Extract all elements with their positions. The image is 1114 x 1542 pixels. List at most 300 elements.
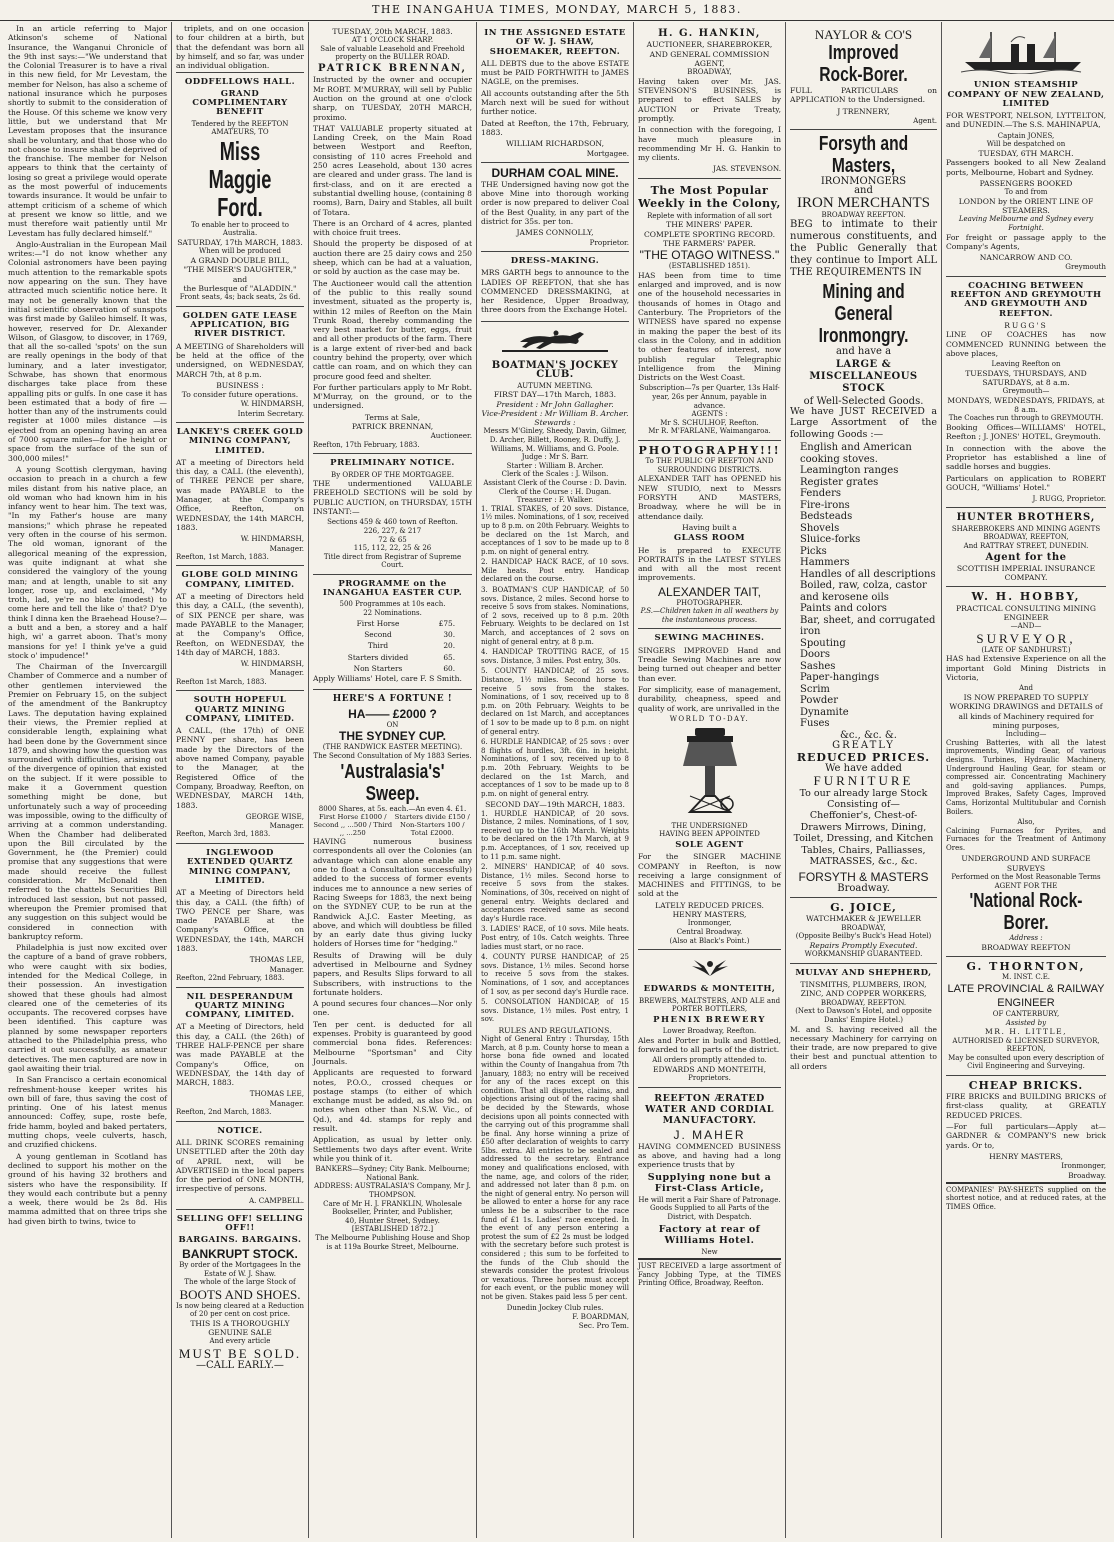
column-7: [942, 22, 1110, 1538]
ad-text: ON: [386, 720, 399, 729]
column-6: [786, 22, 942, 1538]
article-paragraph: In San Francisco a certain economical refreshment-house keeper writes his own bill of fare, thus saving the cost of printing. One of his latest menus announced: Coffey, supe, roste befe, fride hamm, boyled and baked pertaters, mutting chops, veele culverts, hasch, and cruzified chickens.: [8, 1075, 167, 1150]
ad-text: Sale of valuable Leasehold and Freehold property on the BULLER ROAD.: [320, 44, 465, 62]
table-cell: Second: [364, 629, 392, 639]
ad-naylor-rock-borer: [790, 24, 937, 130]
ad-signature: J. RUGG, Proprietor.: [1032, 494, 1106, 504]
ad-text: Messrs M'Ginley, Sheedy, Davin, Gilmer, D. Archer, Billett, Rooney, R. Duffy, J. Williams, M. Williams, and G. Poole.: [483, 427, 627, 453]
ad-aerated-water: [638, 1088, 781, 1294]
ad-text: To and from: [1004, 188, 1048, 197]
ad-heading: SELLING OFF! SELLING OFF!!: [176, 1214, 304, 1234]
ad-text: [ESTABLISHED 1872.]: [351, 1225, 434, 1234]
ad-text: Including—: [1005, 730, 1047, 739]
ad-text: of Well-Selected Goods.: [803, 395, 924, 407]
article-paragraph: triplets, and on one occasion to four children at a birth, but that the defendant was born all by himself, and so far, was under an individual obligation.: [176, 24, 304, 71]
ad-signature: NANCARROW AND CO.: [979, 253, 1073, 263]
ad-body: AT a Meeting of Directors, held this day, a CALL (the 26th) of THREE HALF-PENCE per share was made PAYABLE at the Company's Office, on WEDNESDAY, the 14th day of MARCH, 1883.: [176, 1022, 304, 1088]
ad-sewing-machines: [638, 629, 781, 950]
ad-text: IRONMONGERS: [820, 176, 907, 188]
table-cell: 60.: [443, 663, 456, 673]
ad-text: Replete with information of all sort: [647, 211, 772, 220]
ad-body: Ales and Porter in bulk and Bottled, forwarded to all parts of the district.: [638, 1035, 781, 1055]
ad-text: WORLD TO-DAY.: [669, 714, 750, 723]
ad-text: BROADWAY REEFTON: [981, 942, 1071, 952]
ad-durham-coal: [481, 163, 629, 252]
ad-text: Subscription—7s per Quarter, 13s Half-year, 26s per Annum, payable in advance.: [639, 384, 780, 410]
ad-title: BOOTS AND SHOES.: [179, 1286, 301, 1302]
race-item: 4. COUNTY PURSE HANDICAP, of 25 sovs. Distance, 1½ miles. Second horse to receive 5 sovs from the stakes. Nominations, of 1 sov, and acceptances of 1 sov, as per second day's Hurdle race.: [481, 953, 629, 996]
ad-heading: SOUTH HOPEFUL QUARTZ MINING COMPANY, LIMITED.: [185, 695, 295, 724]
ad-text: And RATTRAY STREET, DUNEDIN.: [963, 541, 1089, 550]
ad-text: WATCHMAKER & JEWELLER: [805, 914, 922, 924]
column-4: [477, 22, 634, 1538]
ad-text: The Melbourne Publishing House and Shop is at 119a Bourke Street, Melbourne.: [315, 1233, 470, 1251]
ad-body: Application, as usual by letter only. Settlements two days after event. Write while you think of it.: [313, 1135, 472, 1163]
list-item: Fire-irons: [800, 499, 850, 511]
ad-signature: A. CAMPBELL.: [248, 1195, 304, 1205]
ad-title: LARGE & MISCELLANEOUS STOCK: [809, 358, 918, 394]
ad-date: SATURDAY, 17th MARCH, 1883.: [177, 238, 303, 248]
ad-text: BUSINESS :: [216, 380, 264, 390]
table-cell: Starters divided: [347, 652, 409, 662]
ad-text: Ironmonger,: [687, 919, 732, 928]
ad-heading: PRELIMINARY NOTICE.: [330, 458, 455, 469]
ad-signature: THOMAS LEE,: [249, 955, 304, 965]
ad-body: Apply Williams' Hotel, care F. S Smith.: [313, 674, 462, 684]
ad-text: Agent for the: [985, 551, 1067, 563]
divider: [638, 1258, 781, 1260]
ad-text: (Opposite Beilby's Buck's Head Hotel): [795, 932, 932, 941]
ad-shaw-estate: [481, 24, 629, 163]
ad-role: Manager.: [269, 821, 304, 831]
ad-title: Miss Maggie Ford.: [208, 135, 272, 222]
ad-text: To THE PUBLIC OF REEFTON AND SURROUNDING DISTRICTS.: [645, 457, 774, 474]
ad-south-hopeful: [176, 691, 304, 844]
table-cell: 65.: [443, 652, 456, 662]
ad-text: 226, 227, & 217: [363, 526, 422, 535]
ad-title: 'National Rock-Borer.: [969, 890, 1083, 935]
ad-role: Broadway.: [1068, 1170, 1106, 1180]
ad-text: PRACTICAL CONSULTING MINING ENGINEER: [956, 603, 1096, 622]
ad-sydney-cup-sweep: [313, 690, 472, 1255]
ad-role: Proprietor.: [589, 237, 629, 247]
ad-globe: [176, 566, 304, 691]
ad-text: TUESDAYS, THURSDAYS, AND SATURDAYS, at 8 a.m.: [965, 368, 1087, 387]
ad-text: New: [701, 1247, 718, 1256]
ad-thornton: [946, 957, 1106, 1076]
ad-text: He will merit a Fair Share of Patronage.: [638, 1195, 781, 1204]
list-item: Register grates: [800, 476, 879, 488]
ad-body: A MEETING of Shareholders will be held at the office of the undersigned, on WEDNESDAY, MARCH 7th, at 8 p.m.: [176, 341, 304, 379]
ad-text: LATELY REDUCED PRICES.: [655, 900, 764, 910]
list-item: Paints and colors: [800, 603, 887, 615]
ad-signature: W. HINDMARSH,: [240, 399, 304, 409]
ad-text: RULES AND REGULATIONS.: [498, 1025, 612, 1035]
ad-heading: PHOTOGRAPHY!!!: [638, 443, 781, 457]
table-row: [329, 663, 456, 674]
list-item: Fuses: [800, 718, 830, 730]
list-item: Sluice-forks: [800, 534, 861, 546]
ad-inglewood: [176, 844, 304, 987]
ad-text: May be consulted upon every description of Civil Engineering and Surveying.: [948, 1053, 1104, 1071]
ad-body: Instructed by the owner and occupier Mr ROBT. M'MURRAY, will sell by Public Auction on the ground at one o'clock sharp, on TUESDAY, 20TH MARCH, proximo.: [313, 75, 472, 122]
ad-body: Night of General Entry : Thursday, 15th March, at 8 p.m. County horse to mean a horse bona fide owned and located within the County of Inangahua from 7th January, 1883; no entry will be received for any of the races except on this condition. That all disputes, claims, and objections arising out of the racing shall be decided by the Stewards, whose decisions upon all points connected with the carrying out of this programme shall be final. Any horse winning a prize of £50 after declaration of weights to carry 5lbs. extra. All entries to be sealed and addressed to the secretary. Entrance money and qualifications enclosed, with the name, age, and colors of the rider, and addressed not later than 8 p.m. on the night of general entry. No person will be allowed to enter a horse for any race unless he be a subscriber to the race fund of £1 1s. Ladies' race excepted. In the event of any person entering a protest the sum of £2 2s must be lodged with the secretary before such protest is considered ; this sum to be forfeited to the funds of the Club should the stewards consider the protest frivolous or vexatious. Three horses must accept for each event, or the public money will not be given. Stakes paid less 5 per cent.: [481, 1035, 629, 1301]
ad-role: Agent.: [913, 115, 937, 125]
ad-body: AT a meeting of Directors held this day, a CALL, (the seventh), of SIX PENCE per share, was made PAYABLE to the Manager, at the Company's Office, Reefton, on WEDNESDAY, the 14th day of MARCH, 1883.: [176, 592, 304, 657]
ad-heading: GOLDEN GATE LEASE APPLICATION, BIG RIVER DISTRICT.: [182, 310, 298, 340]
ad-body: LINE OF COACHES has now COMMENCED RUNNING between the above places,: [946, 330, 1106, 358]
ad-body: For further particulars apply to Mr Robt. M'Murray, on the ground, or to the undersigned.: [313, 382, 472, 411]
article-paragraph: A young Scottish clergyman, having occasion to preach in a church a few miles distant from his native place, an old woman who had known him in his infancy went to hear him. The text was, "In my Father's house are many mansions;" which phrase he repeated very often in the course of his sermon. The old woman, ignorant of the allegorical meaning of the expression, was quite indignant at what she considered the vainglory of the young man; and at length, unable to sit any longer, rose up, and exclaimed, "My troth, lad, ye're no blate (modest) to come here and tell the like o' that? D'ye think I dinna ken the Braehead House?—a butt and a ben, a storey and a half high, wi' a garret aboon. That's mony mansions for ye! I think ye've a guid stock o' impudence!": [8, 464, 167, 660]
ad-text: GENUINE SALE: [208, 1328, 272, 1338]
ad-body: Dated at Reefton, the 17th, February, 1883.: [481, 118, 629, 137]
ad-title: ALEXANDER TAIT,: [658, 584, 761, 599]
ad-heading: DRESS-MAKING.: [510, 255, 600, 266]
ad-body: HAS had Extensive Experience on all the important Gold Mining Districts in Victoria,: [946, 654, 1106, 683]
ad-heading: NAYLOR & CO'S: [814, 27, 913, 42]
column-1: [4, 22, 172, 1538]
ad-text: BROADWAY,: [687, 68, 732, 77]
ad-heading: REEFTON ÆRATED WATER AND CORDIAL MANUFACTORY.: [645, 1092, 774, 1126]
ad-text: 22 Nominations.: [363, 609, 422, 618]
ad-signature: HENRY MASTERS,: [672, 910, 747, 920]
ad-text: When will be produced: [199, 247, 281, 256]
ad-text: Assisted by: [1005, 1018, 1047, 1027]
ad-signature: F. BOARDMAN,: [572, 1312, 629, 1322]
ad-text: (ESTABLISHED 1851).: [668, 262, 751, 271]
ad-body: Passengers booked to all New Zealand ports, Melbourne, Hobart and Sydney.: [946, 158, 1106, 177]
article-paragraph: Philadelphia is just now excited over the capture of a band of grave robbers, who were caught with six bodies, intended for the Medical College, in their possession. An investigation showed that these ghouls had almost cleared one of the cemeteries of its occupants. The recovered corpses have been identified. This capture was planned by some newspaper reporters attached to the Philadelphia press, who carried it out successfully, as amateur detectives. The men captured are now in gaol awaiting their trial.: [8, 943, 167, 1073]
ad-body: THAT VALUABLE property situated at Landing Creek, on the Main Road between Westport and Reefton, consisting of 110 acres Freehold and 250 acres Leasehold, about 130 acres are cleared and under grass. The land is first-class, and on it are erected a substantial dwelling house, (containing 8 rooms), Barn, Dairy and Stables, all built of Totara.: [313, 123, 472, 217]
ad-text: HAVING BEEN APPOINTED: [659, 830, 760, 839]
ad-title: J. MAHER: [673, 1127, 746, 1142]
list-item: Hammers: [800, 557, 850, 569]
ad-text: TINSMITHS, PLUMBERS, IRON, ZINC, AND COPPER WORKERS,: [800, 980, 927, 999]
ad-notice: [176, 1122, 304, 1210]
masthead: THE INANGAHUA TIMES, MONDAY, MARCH 5, 1883.: [0, 0, 1114, 21]
ad-text: ADDRESS: AUSTRALASIA'S Company, Mr J. THOMPSON.: [314, 1182, 471, 1199]
ad-text: Will be despatched on: [986, 140, 1066, 149]
ad-text: Starter : William B. Archer.: [506, 461, 604, 470]
ad-heading: CHEAP BRICKS.: [968, 1078, 1084, 1092]
ad-body: BEG to intimate to their numerous constituents, and the Public Generally that they continue to Import ALL THE REQUIREMENTS IN: [790, 219, 937, 279]
list-item: Sashes: [800, 660, 836, 672]
ad-body: M. and S. having received all the necessary Machinery for carrying on their trade, are now prepared to give their best and punctual attention to all orders: [790, 1024, 937, 1071]
ad-text: Title direct from Registrar of Supreme Court.: [323, 552, 462, 570]
ad-text: THIS IS A THOROUGHLY: [190, 1318, 290, 1328]
ad-text: Greymouth—: [1002, 387, 1050, 396]
ad-date: Reefton, March 3rd, 1883.: [176, 830, 271, 839]
ad-body: COMPANIES' PAY-SHEETS supplied on the shortest notice, and at reduced rates, at the TIMES Office.: [946, 1185, 1106, 1212]
ad-text: Having built a: [682, 522, 737, 532]
ad-bankrupt-stock: [176, 1210, 304, 1374]
ad-text: The Second Consultation of My 1883 Series.: [313, 751, 472, 760]
ad-title: RUGG'S: [1004, 320, 1048, 330]
ad-text: The Coaches run through to GREYMOUTH.: [948, 414, 1104, 423]
ad-text: And: [1018, 684, 1034, 693]
ad-text: UNDERGROUND AND SURFACE SURVEYS: [961, 854, 1091, 873]
sewing-machine-icon: [675, 726, 745, 816]
ad-heading: H. G. HANKIN,: [658, 28, 761, 39]
ad-prices: Front seats, 4s; back seats, 2s 6d.: [179, 293, 301, 302]
list-item: Spouting: [800, 637, 846, 649]
prize-left: First Horse £1000 / Second ,, ...500 / Third ,, ...250: [313, 813, 393, 838]
race-item: 2. HANDICAP HACK RACE, of 10 sovs. Mile heats. Post entry. Handicap declared on the course.: [481, 558, 629, 584]
ad-title: PATRICK BRENNAN,: [318, 63, 467, 75]
race-item: 4. HANDICAP TROTTING RACE, of 15 sovs. Distance, 3 miles. Post entry, 30s.: [481, 648, 629, 665]
ad-text: Central Broadway.: [676, 927, 743, 936]
ad-text: Vice-President : Mr William B. Archer.: [481, 408, 629, 418]
ad-text: —CALL EARLY.—: [196, 1360, 284, 1372]
race-item: 5. CONSOLATION HANDICAP, of 15 sovs. Distance, 1½ miles. Post entry, 1 sov.: [481, 998, 629, 1024]
ad-text: the Burlesque of "ALADDIN.": [183, 283, 297, 293]
ad-text: To enable her to proceed to Australia.: [191, 220, 289, 238]
ad-text: Mr R. M'FARLANE, Waimangaroa.: [648, 427, 771, 436]
prize-row: [313, 813, 472, 837]
ad-text: 72 & 65: [378, 535, 407, 544]
ad-signature: JAMES CONNOLLY,: [516, 228, 594, 238]
ad-signature: THOMAS LEE,: [249, 1089, 304, 1099]
ad-title: "THE OTAGO WITNESS.": [639, 248, 780, 263]
ad-heading: LANKEY'S CREEK GOLD MINING COMPANY, LIMITED.: [176, 426, 304, 456]
ad-heading: COACHING BETWEEN REEFTON AND GREYMOUTH AND GREYMOUTH AND REEFTON.: [950, 280, 1102, 319]
table-row: [329, 640, 456, 651]
ad-text: Mr S. SCHULHOF, Reefton.: [660, 418, 759, 427]
ad-text: Leaving Melbourne and Sydney every Fortnight.: [958, 215, 1094, 232]
ad-signature: GEORGE WISE,: [245, 811, 304, 821]
column-3: [309, 22, 477, 1538]
ad-body: He is prepared to EXECUTE PORTRAITS in the LATEST STYLES and with all the most recent improvements.: [638, 545, 781, 583]
ad-body: HAVING COMMENCED BUSINESS as above, and having had a long experience trusts that by: [638, 1141, 781, 1170]
ad-text: and: [854, 185, 873, 197]
table-row: [329, 618, 456, 629]
ad-signature: WILLIAM RICHARDSON,: [505, 139, 604, 149]
ad-signature: EDWARDS AND MONTEITH,: [653, 1064, 766, 1074]
ad-text: Is now being cleared at a Reduction of 20 per cent on cost price.: [176, 1301, 304, 1319]
article-paragraph: The Chairman of the Invercargill Chamber of Commerce and a number of other gentlemen interviewed the Premier on February 15, on the subject of the amendment of the Bankruptcy Laws. The deputation having explained their views, the Premier replied at considerable length, explaining what had been done by the Government since 1879, and showing how the question was surrounded with difficulties, arising out of the divergence of opinion that existed on the subject. If it were possible to make it a Government question something might be done, but unfortunately such a way of proceeding was impossible, owing to the difficulty of arriving at a common understanding. When the Chamber had deliberated upon the Bill circulated by the Government, he (the Premier) could promise that any suggestions that were made should receive the fullest consideration. Mr McDonald then referred to the chattels Securities Bill introduced last session, but not passed, whereupon the Premier promised that any suggestion on this subject would be considered in connection with bankruptcy reform.: [8, 662, 167, 941]
ad-text: The whole of the large Stock of: [184, 1278, 296, 1287]
ad-jockey-club: [481, 322, 629, 1335]
ad-text: 40, Hunter Street, Sydney.: [345, 1216, 440, 1225]
ad-heading: DURHAM COAL MINE.: [491, 165, 619, 180]
ad-text: Broadway.: [837, 882, 890, 894]
ad-text: Lower Broadway, Reefton.: [662, 1027, 757, 1036]
ad-text: WORKMANSHIP GUARANTEED.: [804, 950, 923, 959]
table-cell: 20.: [443, 641, 456, 651]
ad-text: AT 1 O'CLOCK SHARP.: [351, 36, 434, 45]
table-cell: Third: [367, 641, 389, 651]
ad-text: BROADWAY, REEFTON,: [983, 533, 1069, 542]
ad-body: We have JUST RECEIVED a Large Assortment of the following Goods :—: [790, 405, 937, 440]
list-item: Bedsteads: [800, 511, 853, 523]
ad-text: To our already large Stock Consisting of—: [799, 788, 928, 811]
ad-body: FIRE BRICKS and BUILDING BRICKS of first-class quality, at GREATLY REDUCED PRICES.: [946, 1092, 1106, 1120]
racehorse-icon: [500, 328, 610, 354]
ad-easter-cup: [313, 575, 472, 691]
article-paragraph: In an article referring to Major Atkinson's scheme of National Insurance, the Wanganui Chronicle of the 9th inst says:—"We understand that the Colonial Treasurer is to have a rival in this new field, for Mr Levestam, the member for Nelson, has also a scheme of national insurance which he purposes shortly to submit to the consideration of the House. Of this scheme we know very little, but we understand that Mr Levestam proposes that the insurance shall be voluntary, and that those who do not choose to insure shall be deprived of the franchise. The member for Nelson appears to think that the certainty of losing so great a privilege would operate as the most powerful of inducements towards insurance. It would be unfair to attempt criticism of a scheme of which at present we know so little, and we must therefore wait patiently until Mr Levestam has fully declared himself.": [8, 24, 168, 238]
ad-date: Reefton, 2nd March, 1883.: [176, 1108, 272, 1117]
ad-photography: [638, 441, 781, 630]
ad-text: M. INST. C.E.: [1001, 973, 1051, 982]
race-item: 1. TRIAL STAKES, of 20 sovs. Distance, 1½ miles. Nominations, of 1 sov, received up to 8 p.m. on 20th February. Weights to be declared on the 1st March, and acceptances of 1 sov to be made up to 8 p.m. on night of general entry.: [481, 504, 629, 556]
ad-body: AT a Meeting of Directors held this day, a CALL (the fifth) of TWO PENCE per Share, was made PAYABLE at the Company's Office, on WEDNESDAY, the 14th, MARCH 1883.: [176, 888, 304, 954]
ad-signature: J TRENNERY,: [837, 106, 890, 116]
list-item: Boiled, raw, colza, castor and kerosene oils: [800, 580, 927, 603]
ad-body: All accounts outstanding after the 5th March next will be sued for without further notice.: [481, 88, 629, 117]
ad-forsyth-masters: [790, 130, 937, 898]
ad-text: BREWERS, MALTSTERS, AND ALE and PORTER BOTTLERS,: [638, 996, 781, 1014]
ad-nil-desperandum: [176, 988, 304, 1122]
ad-body: Crushing Batteries, with all the latest improvements, Winding Gear, of various designs. Turbines, Hydraulic Machinery, Underground Hauling Gear, for steam or compressed air. Concentrating Machinery and gold-saving appliances. Pumps, Improved Brakes, Safety Cages, Improved Cams, Horizontal Multitubular and Cornish Boilers.: [946, 738, 1106, 816]
ad-title: GLASS ROOM: [673, 533, 746, 544]
ad-heading: G. THORNTON,: [966, 960, 1086, 974]
ad-text: P.S.—Children taken in all weathers by the instantaneous process.: [640, 607, 779, 624]
ad-text: Captain JONES,: [997, 131, 1055, 140]
ad-heading: TUESDAY, 20th MARCH, 1883.: [332, 27, 453, 36]
race-item: 6. HURDLE HANDICAP, of 25 sovs : over 8 flights of hurdles, 3ft. 6in. in height. Nominations, of 1 sov, received up to 8 p.m. 20th February. Weights to be declared on the 1st March, and acceptances of 1 sov to be made up to 8 p.m. on night of general entry.: [481, 738, 629, 798]
article-paragraph: A young gentleman in Scotland has declined to support his mother on the ground of his having 32 brothers and sisters who have the responsibility. If they would each contribute but a penny a week, there would be 2s 8d. His mamma admitted that on three trips she had given birth to twins, twice to: [8, 1151, 167, 1226]
list-item: Picks: [800, 545, 827, 557]
ad-title: MUST BE SOLD.: [178, 1346, 302, 1362]
ad-text: MONDAYS, WEDNESDAYS, FRIDAYS, at 8 a.m.: [947, 395, 1105, 415]
ad-text: Terms at Sale,: [364, 412, 421, 422]
ad-title: LATE PROVINCIAL & RAILWAY ENGINEER: [947, 983, 1105, 1010]
ad-hunter-brothers: [946, 508, 1106, 587]
list-item: Powder: [800, 695, 839, 707]
ad-union-steamship: [946, 24, 1106, 277]
ad-brewery: [638, 950, 781, 1088]
ad-body: Having taken over Mr. JAS. STEVENSON'S BUSINESS, is prepared to effect SALES by AUCTION or Private Treaty, promptly.: [638, 76, 781, 123]
ad-text: THE FARMERS' PAPER.: [663, 238, 756, 248]
ad-joice: [790, 898, 937, 964]
ad-body: In connection with the above the Proprietor has established a line of saddle horses and buggies.: [946, 443, 1106, 472]
ad-title: FORSYTH & MASTERS: [798, 869, 929, 884]
ad-role: Mortgagee.: [586, 148, 629, 158]
prize-table: [329, 618, 456, 674]
ad-text: HA—— £2000 ?: [348, 706, 437, 721]
ad-title: 'Australasia's' Sweep.: [340, 760, 445, 805]
ad-body: Calcining Furnaces for Pyrites, and Furnaces for the Treatment of Antimony Ores.: [946, 826, 1106, 852]
ad-brennan-auction: [313, 24, 472, 454]
ad-heading: INGLEWOOD EXTENDED QUARTZ MINING COMPANY, LIMITED.: [187, 848, 293, 886]
goods-list: [790, 442, 937, 741]
ad-text: Address :: [1009, 934, 1043, 943]
ad-title: SOLE AGENT: [675, 839, 744, 850]
ad-text: BROADWAY, REEFTON.: [820, 998, 907, 1007]
race-item: 3. LADIES' RACE, of 10 sovs. Mile heats. Post entry, of 10s. Catch weights. Three ladies must start, or no race.: [481, 925, 629, 951]
ad-body: Particulars on application to ROBERT GOUCH, "Williams' Hotel.": [946, 473, 1106, 492]
ad-body: Ten per cent. is deducted for all expenses. Probity is guaranteed by good commercial bona fides. References: Melbourne "Sportsman" and City Journals.: [313, 1019, 472, 1066]
ad-text: Tendered by the REEFTON AMATEURS, TO: [191, 119, 289, 137]
list-item: English and American cooking stoves.: [800, 442, 912, 465]
ad-body: ALL DRINK SCORES remaining UNSETTLED after the 20th day of APRIL next, will be ADVERTISED in the local papers for the period of ONE MONTH, irrespective of persons.: [176, 1137, 304, 1194]
ad-text: We have added: [825, 763, 902, 775]
ad-date: Reefton 1st March, 1883.: [176, 677, 267, 686]
ad-subheading: BARGAINS. BARGAINS.: [178, 1234, 302, 1245]
list-item: Doors: [800, 649, 830, 661]
ad-text: Goods Supplied to all Parts of the District, with Despatch.: [649, 1204, 770, 1221]
ad-heading: Forsyth and Masters,: [818, 133, 909, 178]
ad-body: In connection with the foregoing, I have much pleasure in recommending Mr H. G. Hankin to my clients.: [638, 125, 781, 163]
ad-body: AT a meeting of Directors held this day, a CALL (the eleventh), of THREE PENCE per share, was made PAYABLE to the Manager, at the Company's Office, Reefton, on WEDNESDAY, the 14th MARCH, 1883.: [176, 457, 304, 532]
list-item: Dynamite: [800, 706, 849, 718]
ad-text: AGENT FOR THE: [994, 881, 1058, 890]
ad-body: Cheffonier's, Chest-of-Drawers Mirrows, Dining, Toilet, Dressing, and Kitchen Tables, Chairs, Palliasses, MATRASSES, &c., &c.: [793, 810, 934, 868]
table-cell: £75.: [438, 618, 456, 628]
ad-subheading: GRAND COMPLIMENTARY BENEFIT: [192, 88, 288, 118]
table-row: [329, 652, 456, 663]
ad-body: Should the property be disposed of at auction there are 25 dairy cows and 250 sheep, which can be had at a valuation, or sold by auction as the case may be.: [313, 239, 472, 277]
list-item: Handles of all descriptions: [800, 568, 936, 580]
ad-text: A GRAND DOUBLE BILL,: [190, 255, 290, 265]
ad-hobby: [946, 587, 1106, 957]
ad-text: Leaving Reefton on: [991, 360, 1061, 369]
ad-role: Interim Secretary.: [237, 408, 304, 418]
ad-heading: W. H. HOBBY,: [971, 590, 1081, 604]
ad-body: ALL DEBTS due to the above ESTATE must be PAID FORTHWITH to JAMES NAGLE, on the premises.: [481, 58, 629, 87]
ad-role: Manager.: [269, 1098, 304, 1108]
ad-body: HAS been from time to time enlarged and improved, and is now one of the household necessaries in thousands of homes in Otago and Canterbury. The Proprietors of the WITNESS have spared no expense in making the paper the best of its class in the Colony, and in addition to other features of interest, now publish regular Telegraphic Intelligence from the Mining Districts on the West Coast.: [638, 270, 781, 383]
ad-body: JUST RECEIVED a large assortment of Fancy Jobbing Type, at the TIMES Printing Office, Broadway, Reefton.: [638, 1262, 781, 1288]
ad-text: COMPLETE SPORTING RECORD.: [643, 229, 776, 239]
ad-text: BANKERS—Sydney; City Bank. Melbourne; National Bank.: [315, 1165, 470, 1182]
list-item: Leamington ranges: [800, 465, 899, 477]
ad-heading: ODDFELLOWS HALL.: [184, 77, 296, 88]
ad-text: Repairs Promptly Executed.: [809, 940, 918, 950]
table-cell: Non Starters: [353, 663, 403, 673]
ad-text: BROADWAY,: [841, 923, 886, 932]
ad-text: Dunedin Jockey Club rules.: [506, 1303, 604, 1312]
ad-cheap-bricks: [946, 1076, 1106, 1218]
divider: [946, 1182, 1106, 1184]
ad-role: Auctioneer.: [430, 431, 472, 441]
ad-body: Booking Offices—WILLIAMS' HOTEL, Reefton ; J. JONES' HOTEL, Greymouth.: [946, 423, 1106, 442]
ad-text: (Next to Dawson's Hotel, and opposite Danks' Empire Hotel.): [795, 1007, 932, 1024]
list-item: Shovels: [800, 522, 840, 534]
ad-title: Mining and General Ironmongry.: [818, 281, 909, 348]
ad-heading: UNION STEAMSHIP COMPANY OF NEW ZEALAND, LIMITED: [947, 80, 1105, 109]
ad-heading: SEWING MACHINES.: [654, 633, 765, 644]
ad-heading: PROGRAMME on the INANGAHUA EASTER CUP.: [322, 578, 463, 599]
ad-heading: HERE'S A FORTUNE !: [332, 694, 453, 705]
ad-otago-witness: [638, 179, 781, 441]
ad-text: (THE RANDWICK EASTER MEETING).: [322, 743, 463, 752]
ad-title: IRON MERCHANTS: [797, 194, 930, 211]
table-cell: 30.: [443, 629, 456, 639]
ad-signature: W. HINDMARSH,: [240, 659, 304, 669]
ad-body: A CALL, (the 17th) of ONE PENNY per share, has been made by the Directors of the above named Company, payable to the Manager, at the Registered Office of the Company, Broadway, Reefton, on WEDNESDAY, MARCH 14th, 1883.: [176, 726, 304, 810]
ad-text: LONDON by the ORIENT LINE OF STEAMERS.: [958, 196, 1094, 216]
ad-text: and have a: [835, 346, 892, 358]
ad-text: Stewards :: [534, 418, 576, 428]
ad-date: Reefton, 17th February, 1883.: [313, 440, 420, 449]
ad-body: THE Undersigned having now got the above Mine into thorough working order is now prepared to deliver Coal of the Best Quality, in any part of the district for 35s. per ton.: [481, 179, 629, 227]
ad-text: THE MINERS' PAPER.: [666, 220, 753, 230]
ad-text: To consider future operations.: [181, 390, 299, 400]
ad-title: SURVEYOR,: [976, 630, 1076, 646]
ad-text: SCOTTISH IMPERIAL INSURANCE COMPANY.: [956, 563, 1096, 583]
ad-body: FULL PARTICULARS on APPLICATION to the Undersigned.: [790, 86, 937, 105]
ad-body: For simplicity, ease of management, durability, cheapness, speed and quality of work, are unrivalled in the: [638, 684, 781, 713]
ad-text: 500 Programmes at 10s each.: [339, 600, 446, 609]
ad-body: —For full particulars—Apply at—GARDNER & COMPANY'S new brick yards. Or to,: [946, 1122, 1106, 1150]
race-item: 1. HURDLE HANDICAP, of 20 sovs. Distance, 2 miles. Nominations, of 1 sov, received up to the 16th March. Weights to be declared on the 17th March, at 9 p.m. Acceptances, of 1 sov, received up to 11 p.m. same night.: [481, 809, 629, 861]
ad-text: (Also at Black's Point.): [669, 936, 750, 945]
column-2: [172, 22, 309, 1538]
list-item: Fenders: [800, 488, 841, 500]
ad-text: "THE MISER'S DAUGHTER," and: [183, 265, 297, 284]
ad-title: REDUCED PRICES.: [796, 750, 931, 764]
